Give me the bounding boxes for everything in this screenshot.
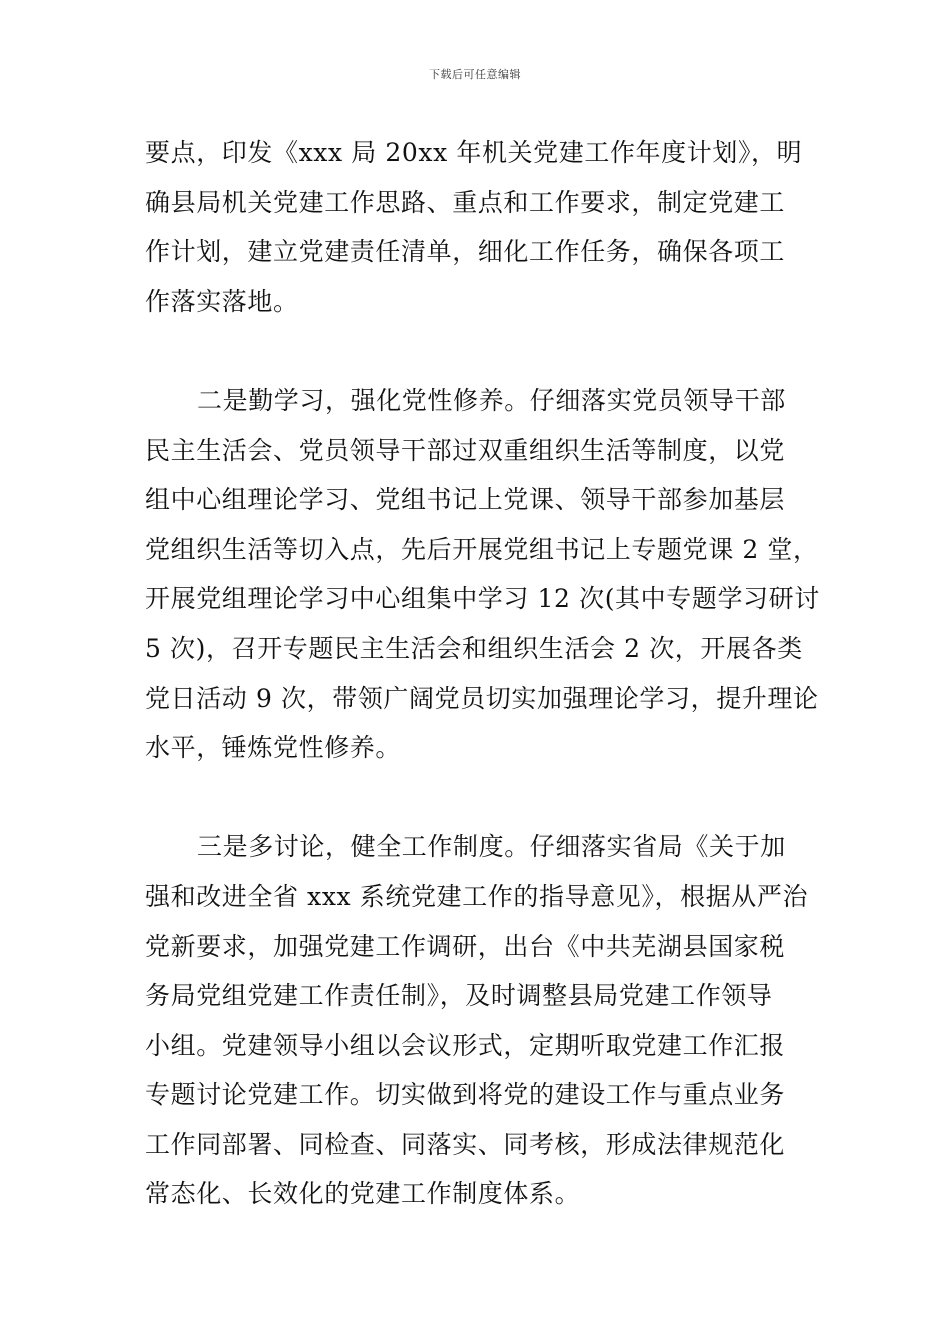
text-line: 水平，锤炼党性修养。 xyxy=(145,733,402,763)
paragraph-spacer xyxy=(145,773,810,823)
text-line: 5 次)，召开专题民主生活会和组织生活会 2 次，开展各类 xyxy=(145,633,803,663)
document-body xyxy=(145,128,820,1219)
text-line: 专题讨论党建工作。切实做到将党的建设工作与重点业务 xyxy=(145,1080,786,1110)
header-note: 下载后可任意编辑 xyxy=(429,68,521,81)
text-line: 确县局机关党建工作思路、重点和工作要求，制定党建工 xyxy=(145,187,786,217)
text-line: 强和改进全省 xxx 系统党建工作的指导意见》，根据从严治 xyxy=(145,881,809,911)
text-line: 开展党组理论学习中心组集中学习 12 次(其中专题学习研讨 xyxy=(145,584,820,614)
paragraph-1 xyxy=(145,128,810,326)
text-line: 务局党组党建工作责任制》，及时调整县局党建工作领导 xyxy=(145,981,773,1011)
text-line: 三是多讨论，健全工作制度。仔细落实省局《关于加 xyxy=(197,832,786,862)
text-line: 小组。党建领导小组以会议形式，定期听取党建工作汇报 xyxy=(145,1030,786,1060)
text-line: 二是勤学习，强化党性修养。仔细落实党员领导干部 xyxy=(197,385,786,415)
paragraph-2 xyxy=(145,376,820,773)
paragraph-spacer xyxy=(145,326,810,376)
text-line: 常态化、长效化的党建工作制度体系。 xyxy=(145,1179,581,1209)
text-line: 党日活动 9 次，带领广阔党员切实加强理论学习，提升理论 xyxy=(145,683,819,713)
text-line: 党新要求，加强党建工作调研，出台《中共芜湖县国家税 xyxy=(145,931,786,961)
text-line: 组中心组理论学习、党组书记上党课、领导干部参加基层 xyxy=(145,485,786,515)
text-line: 民主生活会、党员领导干部过双重组织生活等制度，以党 xyxy=(145,435,786,465)
text-line: 工作同部署、同检查、同落实、同考核，形成法律规范化 xyxy=(145,1129,786,1159)
text-line: 作落实落地。 xyxy=(145,286,299,316)
text-line: 作计划，建立党建责任清单，细化工作任务，确保各项工 xyxy=(145,237,786,267)
text-line: 党组织生活等切入点，先后开展党组书记上专题党课 2 堂， xyxy=(145,534,819,564)
text-line: 要点，印发《xxx 局 20xx 年机关党建工作年度计划》，明 xyxy=(145,138,803,167)
paragraph-3 xyxy=(145,822,810,1219)
